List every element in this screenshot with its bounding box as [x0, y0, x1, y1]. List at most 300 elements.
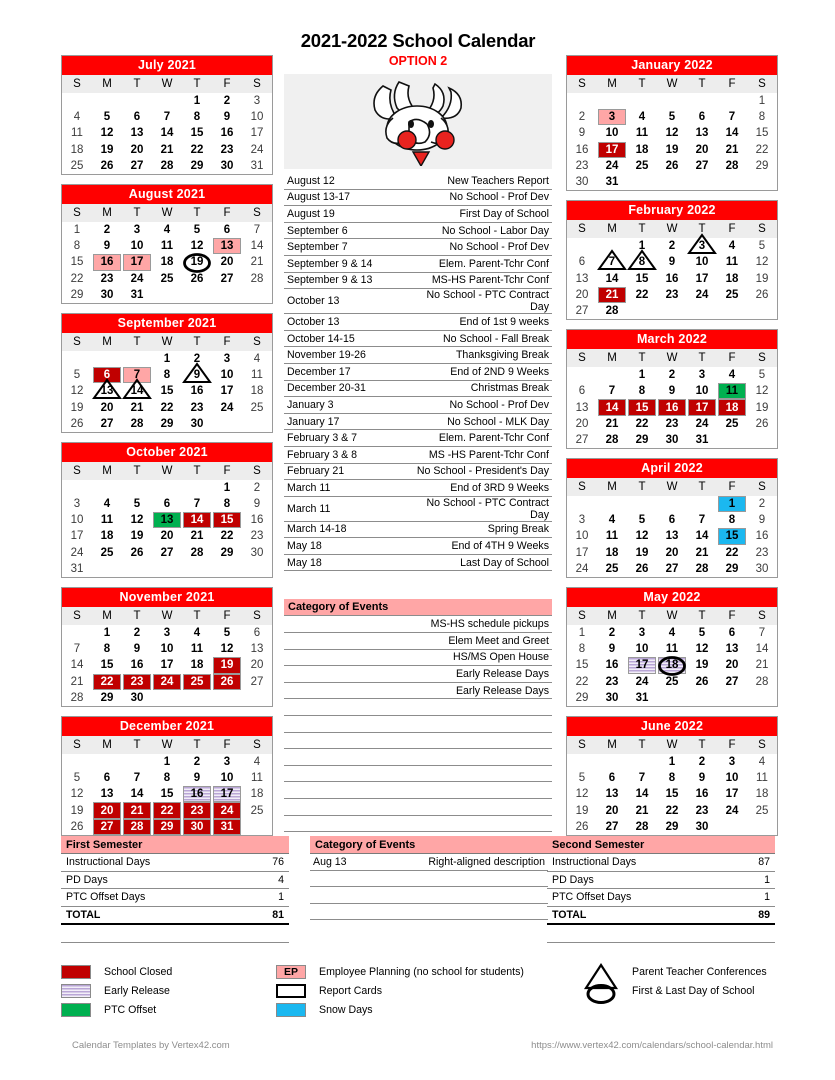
footer-url[interactable]: https://www.vertex42.com/calendars/school-calendar.html [531, 1040, 773, 1051]
day-cell[interactable] [122, 512, 152, 528]
day-cell[interactable] [212, 770, 242, 786]
day-cell[interactable] [212, 641, 242, 657]
day-cell[interactable] [62, 674, 92, 690]
day-cell[interactable] [152, 819, 182, 835]
day-cell[interactable] [717, 545, 747, 561]
day-cell[interactable] [92, 528, 122, 544]
day-cell[interactable] [122, 625, 152, 641]
day-cell[interactable] [597, 109, 627, 125]
day-cell[interactable] [717, 674, 747, 690]
day-cell[interactable] [152, 657, 182, 673]
day-cell[interactable] [92, 238, 122, 254]
day-cell[interactable] [567, 545, 597, 561]
day-cell[interactable] [657, 125, 687, 141]
day-cell[interactable] [122, 271, 152, 287]
day-cell[interactable] [687, 657, 717, 673]
day-cell[interactable] [242, 641, 272, 657]
day-cell[interactable] [687, 674, 717, 690]
day-cell[interactable] [627, 770, 657, 786]
day-cell[interactable] [567, 674, 597, 690]
day-cell[interactable] [687, 125, 717, 141]
day-cell[interactable] [597, 690, 627, 706]
day-cell[interactable] [182, 271, 212, 287]
day-cell[interactable] [182, 383, 212, 399]
day-cell[interactable] [92, 254, 122, 270]
day-cell[interactable] [152, 512, 182, 528]
day-cell[interactable] [122, 125, 152, 141]
day-cell[interactable] [717, 802, 747, 818]
day-cell[interactable] [62, 545, 92, 561]
day-cell[interactable] [182, 496, 212, 512]
day-cell[interactable] [152, 109, 182, 125]
day-cell[interactable] [122, 496, 152, 512]
day-cell[interactable] [627, 238, 657, 254]
day-cell[interactable] [597, 174, 627, 190]
day-cell[interactable] [92, 641, 122, 657]
day-cell[interactable] [242, 383, 272, 399]
day-cell[interactable] [62, 383, 92, 399]
day-cell[interactable] [62, 641, 92, 657]
day-cell[interactable] [687, 528, 717, 544]
day-cell[interactable] [567, 561, 597, 577]
day-cell[interactable] [717, 238, 747, 254]
day-cell[interactable] [657, 657, 687, 673]
day-cell[interactable] [657, 109, 687, 125]
day-cell[interactable] [62, 271, 92, 287]
day-cell[interactable] [152, 383, 182, 399]
day-cell[interactable] [627, 786, 657, 802]
day-cell[interactable] [122, 690, 152, 706]
day-cell[interactable] [92, 125, 122, 141]
day-cell[interactable] [717, 367, 747, 383]
day-cell[interactable] [212, 271, 242, 287]
day-cell[interactable] [212, 480, 242, 496]
day-cell[interactable] [687, 786, 717, 802]
day-cell[interactable] [687, 416, 717, 432]
day-cell[interactable] [122, 786, 152, 802]
day-cell[interactable] [152, 770, 182, 786]
day-cell[interactable] [92, 512, 122, 528]
day-cell[interactable] [747, 786, 777, 802]
day-cell[interactable] [62, 802, 92, 818]
day-cell[interactable] [152, 674, 182, 690]
day-cell[interactable] [747, 512, 777, 528]
day-cell[interactable] [567, 512, 597, 528]
day-cell[interactable] [62, 287, 92, 303]
day-cell[interactable] [627, 657, 657, 673]
day-cell[interactable] [597, 528, 627, 544]
day-cell[interactable] [627, 416, 657, 432]
day-cell[interactable] [687, 545, 717, 561]
day-cell[interactable] [212, 657, 242, 673]
day-cell[interactable] [152, 416, 182, 432]
day-cell[interactable] [212, 351, 242, 367]
day-cell[interactable] [212, 367, 242, 383]
day-cell[interactable] [242, 545, 272, 561]
day-cell[interactable] [152, 641, 182, 657]
day-cell[interactable] [657, 416, 687, 432]
day-cell[interactable] [657, 254, 687, 270]
day-cell[interactable] [597, 416, 627, 432]
day-cell[interactable] [627, 287, 657, 303]
day-cell[interactable] [597, 158, 627, 174]
day-cell[interactable] [627, 271, 657, 287]
day-cell[interactable] [62, 158, 92, 174]
day-cell[interactable] [747, 802, 777, 818]
day-cell[interactable] [597, 770, 627, 786]
day-cell[interactable] [122, 528, 152, 544]
day-cell[interactable] [92, 657, 122, 673]
day-cell[interactable] [717, 254, 747, 270]
day-cell[interactable] [597, 819, 627, 835]
day-cell[interactable] [657, 512, 687, 528]
day-cell[interactable] [717, 109, 747, 125]
day-cell[interactable] [62, 512, 92, 528]
day-cell[interactable] [567, 158, 597, 174]
day-cell[interactable] [567, 432, 597, 448]
day-cell[interactable] [182, 222, 212, 238]
day-cell[interactable] [627, 802, 657, 818]
day-cell[interactable] [597, 287, 627, 303]
day-cell[interactable] [567, 690, 597, 706]
day-cell[interactable] [657, 674, 687, 690]
day-cell[interactable] [597, 303, 627, 319]
day-cell[interactable] [242, 125, 272, 141]
day-cell[interactable] [92, 416, 122, 432]
day-cell[interactable] [242, 802, 272, 818]
day-cell[interactable] [152, 399, 182, 415]
day-cell[interactable] [122, 770, 152, 786]
day-cell[interactable] [62, 399, 92, 415]
day-cell[interactable] [152, 125, 182, 141]
day-cell[interactable] [242, 786, 272, 802]
day-cell[interactable] [597, 254, 627, 270]
day-cell[interactable] [212, 819, 242, 835]
day-cell[interactable] [182, 158, 212, 174]
day-cell[interactable] [152, 528, 182, 544]
day-cell[interactable] [747, 383, 777, 399]
day-cell[interactable] [567, 657, 597, 673]
day-cell[interactable] [152, 271, 182, 287]
day-cell[interactable] [62, 367, 92, 383]
day-cell[interactable] [567, 399, 597, 415]
day-cell[interactable] [657, 383, 687, 399]
day-cell[interactable] [152, 802, 182, 818]
day-cell[interactable] [122, 545, 152, 561]
day-cell[interactable] [567, 254, 597, 270]
day-cell[interactable] [597, 561, 627, 577]
day-cell[interactable] [747, 125, 777, 141]
day-cell[interactable] [747, 657, 777, 673]
day-cell[interactable] [92, 271, 122, 287]
day-cell[interactable] [687, 367, 717, 383]
day-cell[interactable] [687, 383, 717, 399]
day-cell[interactable] [242, 142, 272, 158]
day-cell[interactable] [717, 641, 747, 657]
day-cell[interactable] [747, 770, 777, 786]
day-cell[interactable] [182, 641, 212, 657]
day-cell[interactable] [567, 641, 597, 657]
day-cell[interactable] [567, 109, 597, 125]
day-cell[interactable] [747, 142, 777, 158]
day-cell[interactable] [122, 383, 152, 399]
day-cell[interactable] [212, 222, 242, 238]
day-cell[interactable] [657, 802, 687, 818]
day-cell[interactable] [182, 802, 212, 818]
day-cell[interactable] [182, 416, 212, 432]
day-cell[interactable] [567, 416, 597, 432]
day-cell[interactable] [152, 367, 182, 383]
day-cell[interactable] [62, 238, 92, 254]
day-cell[interactable] [62, 222, 92, 238]
day-cell[interactable] [597, 625, 627, 641]
day-cell[interactable] [717, 271, 747, 287]
day-cell[interactable] [212, 802, 242, 818]
day-cell[interactable] [182, 367, 212, 383]
day-cell[interactable] [657, 754, 687, 770]
day-cell[interactable] [242, 254, 272, 270]
day-cell[interactable] [657, 287, 687, 303]
day-cell[interactable] [687, 109, 717, 125]
day-cell[interactable] [627, 142, 657, 158]
day-cell[interactable] [747, 254, 777, 270]
day-cell[interactable] [717, 158, 747, 174]
day-cell[interactable] [627, 561, 657, 577]
day-cell[interactable] [657, 545, 687, 561]
day-cell[interactable] [597, 641, 627, 657]
day-cell[interactable] [182, 545, 212, 561]
day-cell[interactable] [152, 142, 182, 158]
day-cell[interactable] [212, 496, 242, 512]
day-cell[interactable] [687, 802, 717, 818]
day-cell[interactable] [627, 512, 657, 528]
day-cell[interactable] [182, 770, 212, 786]
day-cell[interactable] [122, 802, 152, 818]
day-cell[interactable] [242, 367, 272, 383]
day-cell[interactable] [747, 109, 777, 125]
day-cell[interactable] [627, 674, 657, 690]
day-cell[interactable] [242, 399, 272, 415]
day-cell[interactable] [242, 480, 272, 496]
day-cell[interactable] [657, 528, 687, 544]
day-cell[interactable] [122, 142, 152, 158]
day-cell[interactable] [747, 625, 777, 641]
day-cell[interactable] [92, 142, 122, 158]
day-cell[interactable] [717, 754, 747, 770]
day-cell[interactable] [122, 158, 152, 174]
day-cell[interactable] [92, 367, 122, 383]
day-cell[interactable] [567, 174, 597, 190]
day-cell[interactable] [687, 158, 717, 174]
day-cell[interactable] [687, 238, 717, 254]
day-cell[interactable] [717, 383, 747, 399]
day-cell[interactable] [627, 545, 657, 561]
day-cell[interactable] [212, 383, 242, 399]
day-cell[interactable] [152, 222, 182, 238]
day-cell[interactable] [182, 142, 212, 158]
day-cell[interactable] [122, 287, 152, 303]
day-cell[interactable] [657, 561, 687, 577]
day-cell[interactable] [627, 690, 657, 706]
day-cell[interactable] [182, 657, 212, 673]
day-cell[interactable] [212, 93, 242, 109]
day-cell[interactable] [62, 496, 92, 512]
day-cell[interactable] [717, 786, 747, 802]
day-cell[interactable] [717, 657, 747, 673]
day-cell[interactable] [627, 383, 657, 399]
day-cell[interactable] [122, 819, 152, 835]
day-cell[interactable] [182, 512, 212, 528]
day-cell[interactable] [182, 786, 212, 802]
day-cell[interactable] [567, 802, 597, 818]
day-cell[interactable] [242, 528, 272, 544]
day-cell[interactable] [597, 125, 627, 141]
day-cell[interactable] [567, 625, 597, 641]
day-cell[interactable] [567, 383, 597, 399]
day-cell[interactable] [182, 351, 212, 367]
day-cell[interactable] [717, 770, 747, 786]
day-cell[interactable] [627, 528, 657, 544]
day-cell[interactable] [92, 287, 122, 303]
day-cell[interactable] [92, 222, 122, 238]
day-cell[interactable] [92, 690, 122, 706]
day-cell[interactable] [182, 254, 212, 270]
day-cell[interactable] [242, 657, 272, 673]
day-cell[interactable] [212, 142, 242, 158]
day-cell[interactable] [687, 819, 717, 835]
day-cell[interactable] [242, 238, 272, 254]
day-cell[interactable] [152, 754, 182, 770]
day-cell[interactable] [242, 351, 272, 367]
day-cell[interactable] [747, 367, 777, 383]
day-cell[interactable] [687, 432, 717, 448]
day-cell[interactable] [717, 142, 747, 158]
day-cell[interactable] [92, 786, 122, 802]
day-cell[interactable] [627, 432, 657, 448]
day-cell[interactable] [747, 93, 777, 109]
day-cell[interactable] [182, 625, 212, 641]
day-cell[interactable] [747, 238, 777, 254]
day-cell[interactable] [687, 641, 717, 657]
day-cell[interactable] [627, 819, 657, 835]
day-cell[interactable] [62, 254, 92, 270]
day-cell[interactable] [92, 802, 122, 818]
day-cell[interactable] [152, 254, 182, 270]
day-cell[interactable] [567, 528, 597, 544]
day-cell[interactable] [597, 399, 627, 415]
day-cell[interactable] [122, 657, 152, 673]
day-cell[interactable] [92, 770, 122, 786]
day-cell[interactable] [687, 770, 717, 786]
day-cell[interactable] [717, 399, 747, 415]
day-cell[interactable] [62, 786, 92, 802]
day-cell[interactable] [212, 238, 242, 254]
day-cell[interactable] [657, 158, 687, 174]
day-cell[interactable] [122, 254, 152, 270]
day-cell[interactable] [747, 545, 777, 561]
day-cell[interactable] [242, 158, 272, 174]
day-cell[interactable] [182, 125, 212, 141]
day-cell[interactable] [182, 93, 212, 109]
day-cell[interactable] [212, 545, 242, 561]
day-cell[interactable] [657, 625, 687, 641]
day-cell[interactable] [597, 674, 627, 690]
day-cell[interactable] [687, 142, 717, 158]
day-cell[interactable] [597, 512, 627, 528]
day-cell[interactable] [747, 561, 777, 577]
day-cell[interactable] [62, 109, 92, 125]
day-cell[interactable] [122, 674, 152, 690]
day-cell[interactable] [62, 416, 92, 432]
day-cell[interactable] [567, 786, 597, 802]
day-cell[interactable] [567, 303, 597, 319]
day-cell[interactable] [122, 641, 152, 657]
day-cell[interactable] [92, 109, 122, 125]
day-cell[interactable] [717, 125, 747, 141]
day-cell[interactable] [567, 819, 597, 835]
day-cell[interactable] [182, 528, 212, 544]
day-cell[interactable] [242, 109, 272, 125]
day-cell[interactable] [687, 254, 717, 270]
day-cell[interactable] [627, 625, 657, 641]
day-cell[interactable] [567, 770, 597, 786]
day-cell[interactable] [597, 383, 627, 399]
day-cell[interactable] [657, 399, 687, 415]
day-cell[interactable] [62, 690, 92, 706]
day-cell[interactable] [92, 496, 122, 512]
day-cell[interactable] [597, 142, 627, 158]
day-cell[interactable] [567, 271, 597, 287]
day-cell[interactable] [242, 93, 272, 109]
day-cell[interactable] [92, 674, 122, 690]
day-cell[interactable] [657, 641, 687, 657]
day-cell[interactable] [657, 786, 687, 802]
day-cell[interactable] [747, 416, 777, 432]
day-cell[interactable] [627, 158, 657, 174]
day-cell[interactable] [597, 271, 627, 287]
day-cell[interactable] [92, 158, 122, 174]
day-cell[interactable] [242, 271, 272, 287]
day-cell[interactable] [182, 674, 212, 690]
day-cell[interactable] [657, 770, 687, 786]
day-cell[interactable] [627, 125, 657, 141]
day-cell[interactable] [92, 625, 122, 641]
day-cell[interactable] [717, 625, 747, 641]
day-cell[interactable] [687, 754, 717, 770]
day-cell[interactable] [152, 786, 182, 802]
day-cell[interactable] [747, 158, 777, 174]
day-cell[interactable] [657, 819, 687, 835]
day-cell[interactable] [152, 545, 182, 561]
day-cell[interactable] [92, 399, 122, 415]
day-cell[interactable] [62, 142, 92, 158]
day-cell[interactable] [62, 819, 92, 835]
day-cell[interactable] [747, 641, 777, 657]
day-cell[interactable] [657, 367, 687, 383]
day-cell[interactable] [62, 528, 92, 544]
day-cell[interactable] [182, 754, 212, 770]
day-cell[interactable] [92, 383, 122, 399]
day-cell[interactable] [212, 158, 242, 174]
day-cell[interactable] [597, 432, 627, 448]
day-cell[interactable] [182, 238, 212, 254]
day-cell[interactable] [242, 625, 272, 641]
day-cell[interactable] [212, 125, 242, 141]
day-cell[interactable] [597, 802, 627, 818]
day-cell[interactable] [717, 528, 747, 544]
day-cell[interactable] [687, 625, 717, 641]
day-cell[interactable] [747, 528, 777, 544]
